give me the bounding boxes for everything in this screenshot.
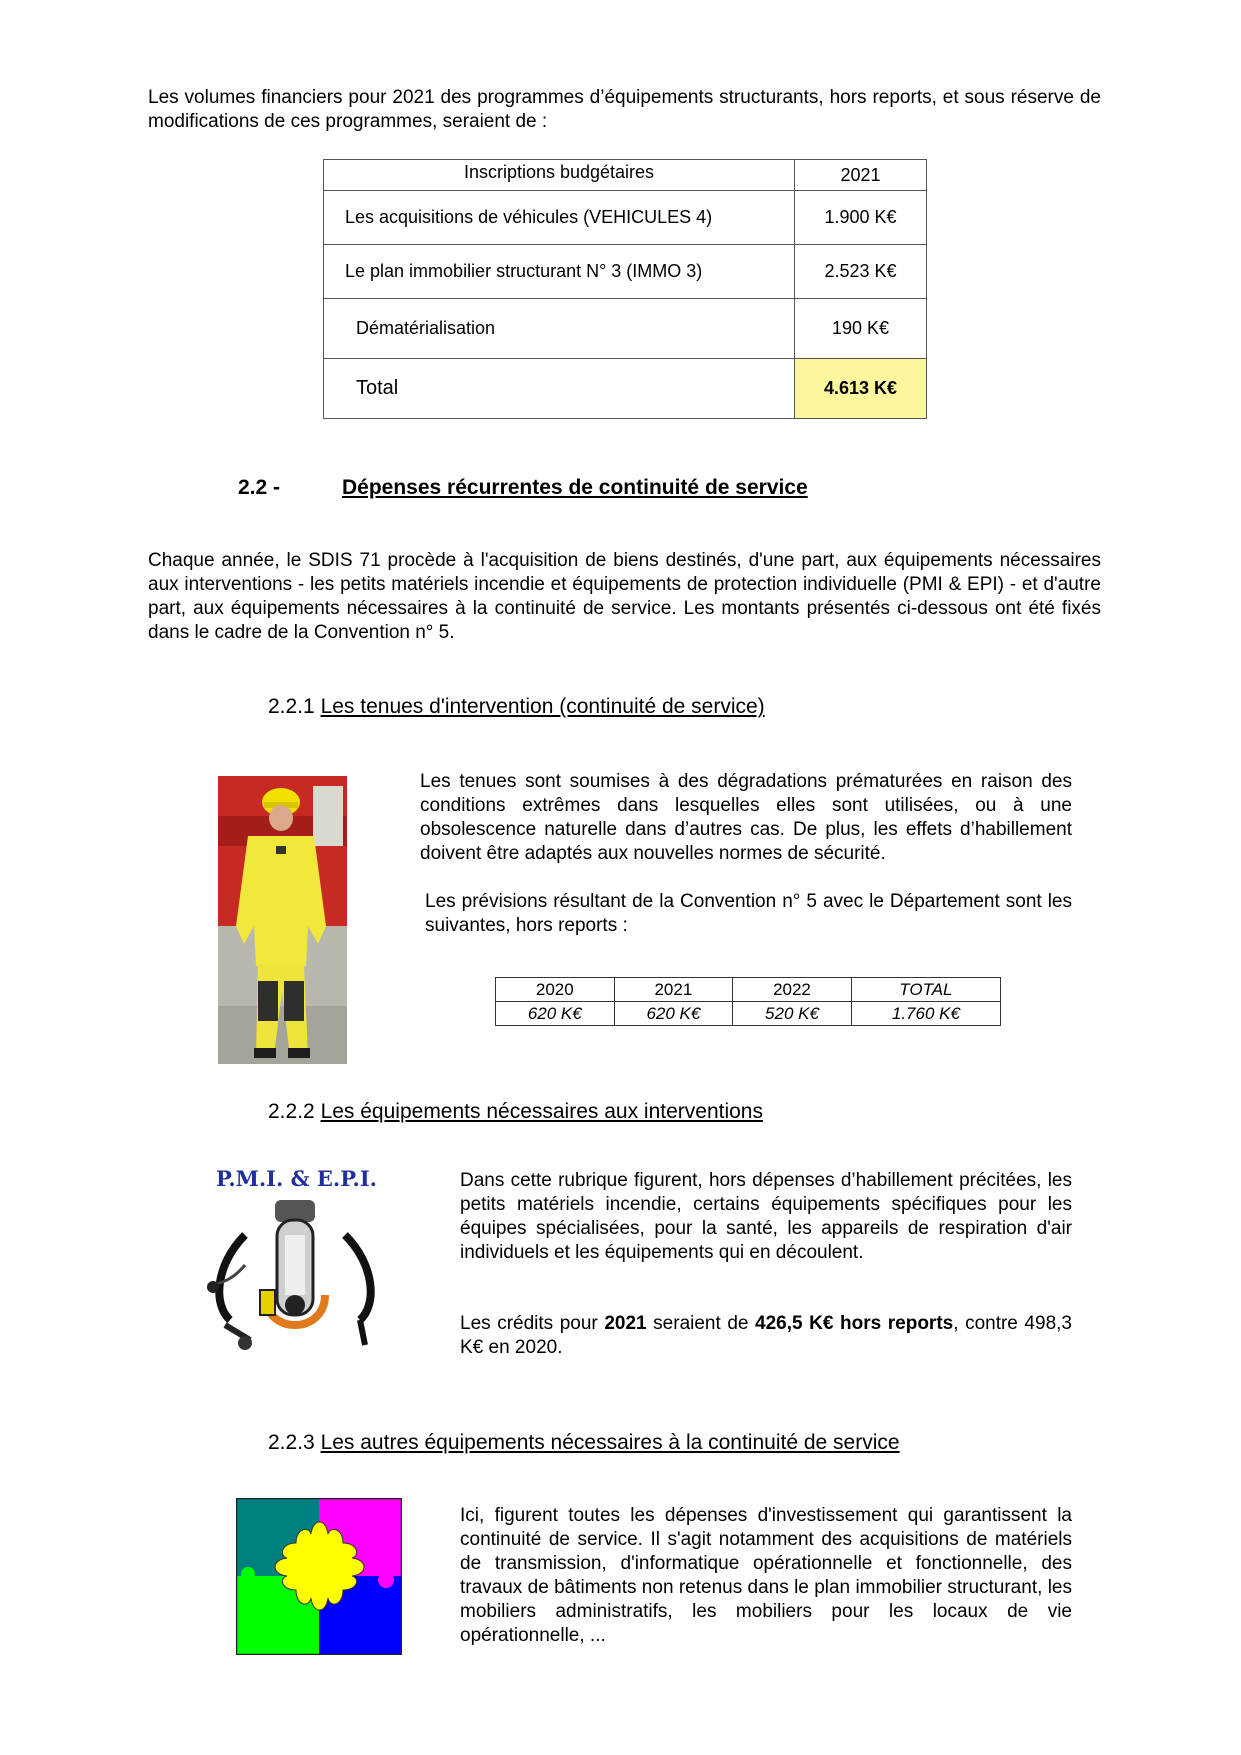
budget-total-value: 4.613 K€ — [795, 359, 927, 419]
credits-text-c: , contre 498,3 K€ en 2020. — [460, 1313, 1072, 1358]
budget-row-label: Le plan immobilier structurant N° 3 (IMMO 3) — [324, 245, 795, 299]
credits-year: 2021 — [604, 1313, 647, 1334]
section-2-2-title: Dépenses récurrentes de continuité de service — [342, 476, 808, 499]
section-2-2-3-paragraph: Ici, figurent toutes les dépenses d'investissement qui garantissent la continuité de service. Il s'agit notamment des acquisitions de matériels de transmission, d'informatique opérationnelle et fonctionnelle, des travaux de bâtiments non retenus dans le plan immobilier structurant, les mobiliers administratifs, les mobiliers pour les locaux de vie opérationnelle, ... — [460, 1505, 1072, 1646]
forecast-header: 2022 — [733, 978, 852, 1002]
firefighter-photo — [218, 776, 347, 1064]
budget-header-label: Inscriptions budgétaires — [324, 160, 795, 191]
section-number: 2.2.3 — [268, 1431, 315, 1454]
budget-row-label: Dématérialisation — [324, 299, 795, 359]
budget-row-value: 190 K€ — [795, 299, 927, 359]
section-title: Les équipements nécessaires aux interventions — [320, 1100, 763, 1123]
breathing-apparatus-icon — [205, 1195, 385, 1360]
credits-text-b: seraient de — [646, 1313, 756, 1334]
budget-table — [323, 159, 927, 419]
section-2-2-2-paragraph-1: Dans cette rubrique figurent, hors dépenses d’habillement précitées, les petits matériels incendie, certains équipements spécifiques pour les équipes spécialisées, pour la santé, les appareils de respiration d'air individuels et les équipements qui en découlent. — [460, 1170, 1072, 1263]
puzzle-icon — [236, 1498, 402, 1655]
section-2-2-2-heading — [268, 1100, 763, 1124]
forecast-header: 2021 — [614, 978, 733, 1002]
intro-paragraph: Les volumes financiers pour 2021 des programmes d’équipements structurants, hors reports, et sous réserve de modifications de ces programmes, seraient de : — [148, 87, 1101, 132]
section-title: Les autres équipements nécessaires à la continuité de service — [320, 1431, 900, 1454]
budget-row-value: 2.523 K€ — [795, 245, 927, 299]
forecast-header: 2020 — [496, 978, 615, 1002]
credits-amount: 426,5 K€ hors reports — [755, 1313, 954, 1334]
forecast-value: 620 K€ — [496, 1002, 615, 1026]
budget-row-value: 1.900 K€ — [795, 191, 927, 245]
section-number: 2.2.1 — [268, 695, 315, 718]
forecast-value-total: 1.760 K€ — [851, 1002, 1000, 1026]
section-2-2-paragraph: Chaque année, le SDIS 71 procède à l'acquisition de biens destinés, d'une part, aux équipements nécessaires aux interventions - les petits matériels incendie et équipements de protection individuelle (PMI & EPI) - et d'autre part, aux équipements nécessaires à la continuité de service. Les montants présentés ci-dessous ont été fixés dans le cadre de la Convention n° 5. — [148, 550, 1101, 643]
section-2-2-1-paragraph-2: Les prévisions résultant de la Convention n° 5 avec le Département sont les suivantes, hors reports : — [425, 891, 1072, 936]
section-number: 2.2.2 — [268, 1100, 315, 1123]
section-2-2-2-paragraph-2 — [460, 1312, 1072, 1360]
section-2-2-1-paragraph-1: Les tenues sont soumises à des dégradations prématurées en raison des conditions extrêmes dans lesquelles elles sont utilisées, ou à une obsolescence naturelle dans d’autres cas. De plus, les effets d’habillement doivent être adaptés aux nouvelles normes de sécurité. — [420, 771, 1072, 864]
section-2-2-1-heading — [268, 695, 765, 719]
budget-header-year: 2021 — [795, 160, 927, 191]
budget-total-label: Total — [324, 359, 795, 419]
credits-text-a: Les crédits pour — [460, 1313, 605, 1334]
forecast-header-total: TOTAL — [851, 978, 1000, 1002]
forecast-value: 520 K€ — [733, 1002, 852, 1026]
section-title: Les tenues d'intervention (continuité de service) — [320, 695, 765, 718]
forecast-value: 620 K€ — [614, 1002, 733, 1026]
pmi-epi-caption: P.M.I. & E.P.I. — [216, 1166, 377, 1191]
budget-row-label: Les acquisitions de véhicules (VEHICULES 4) — [324, 191, 795, 245]
section-2-2-3-heading — [268, 1431, 900, 1455]
section-2-2-number: 2.2 - — [238, 476, 281, 499]
forecast-table — [495, 977, 1001, 1026]
